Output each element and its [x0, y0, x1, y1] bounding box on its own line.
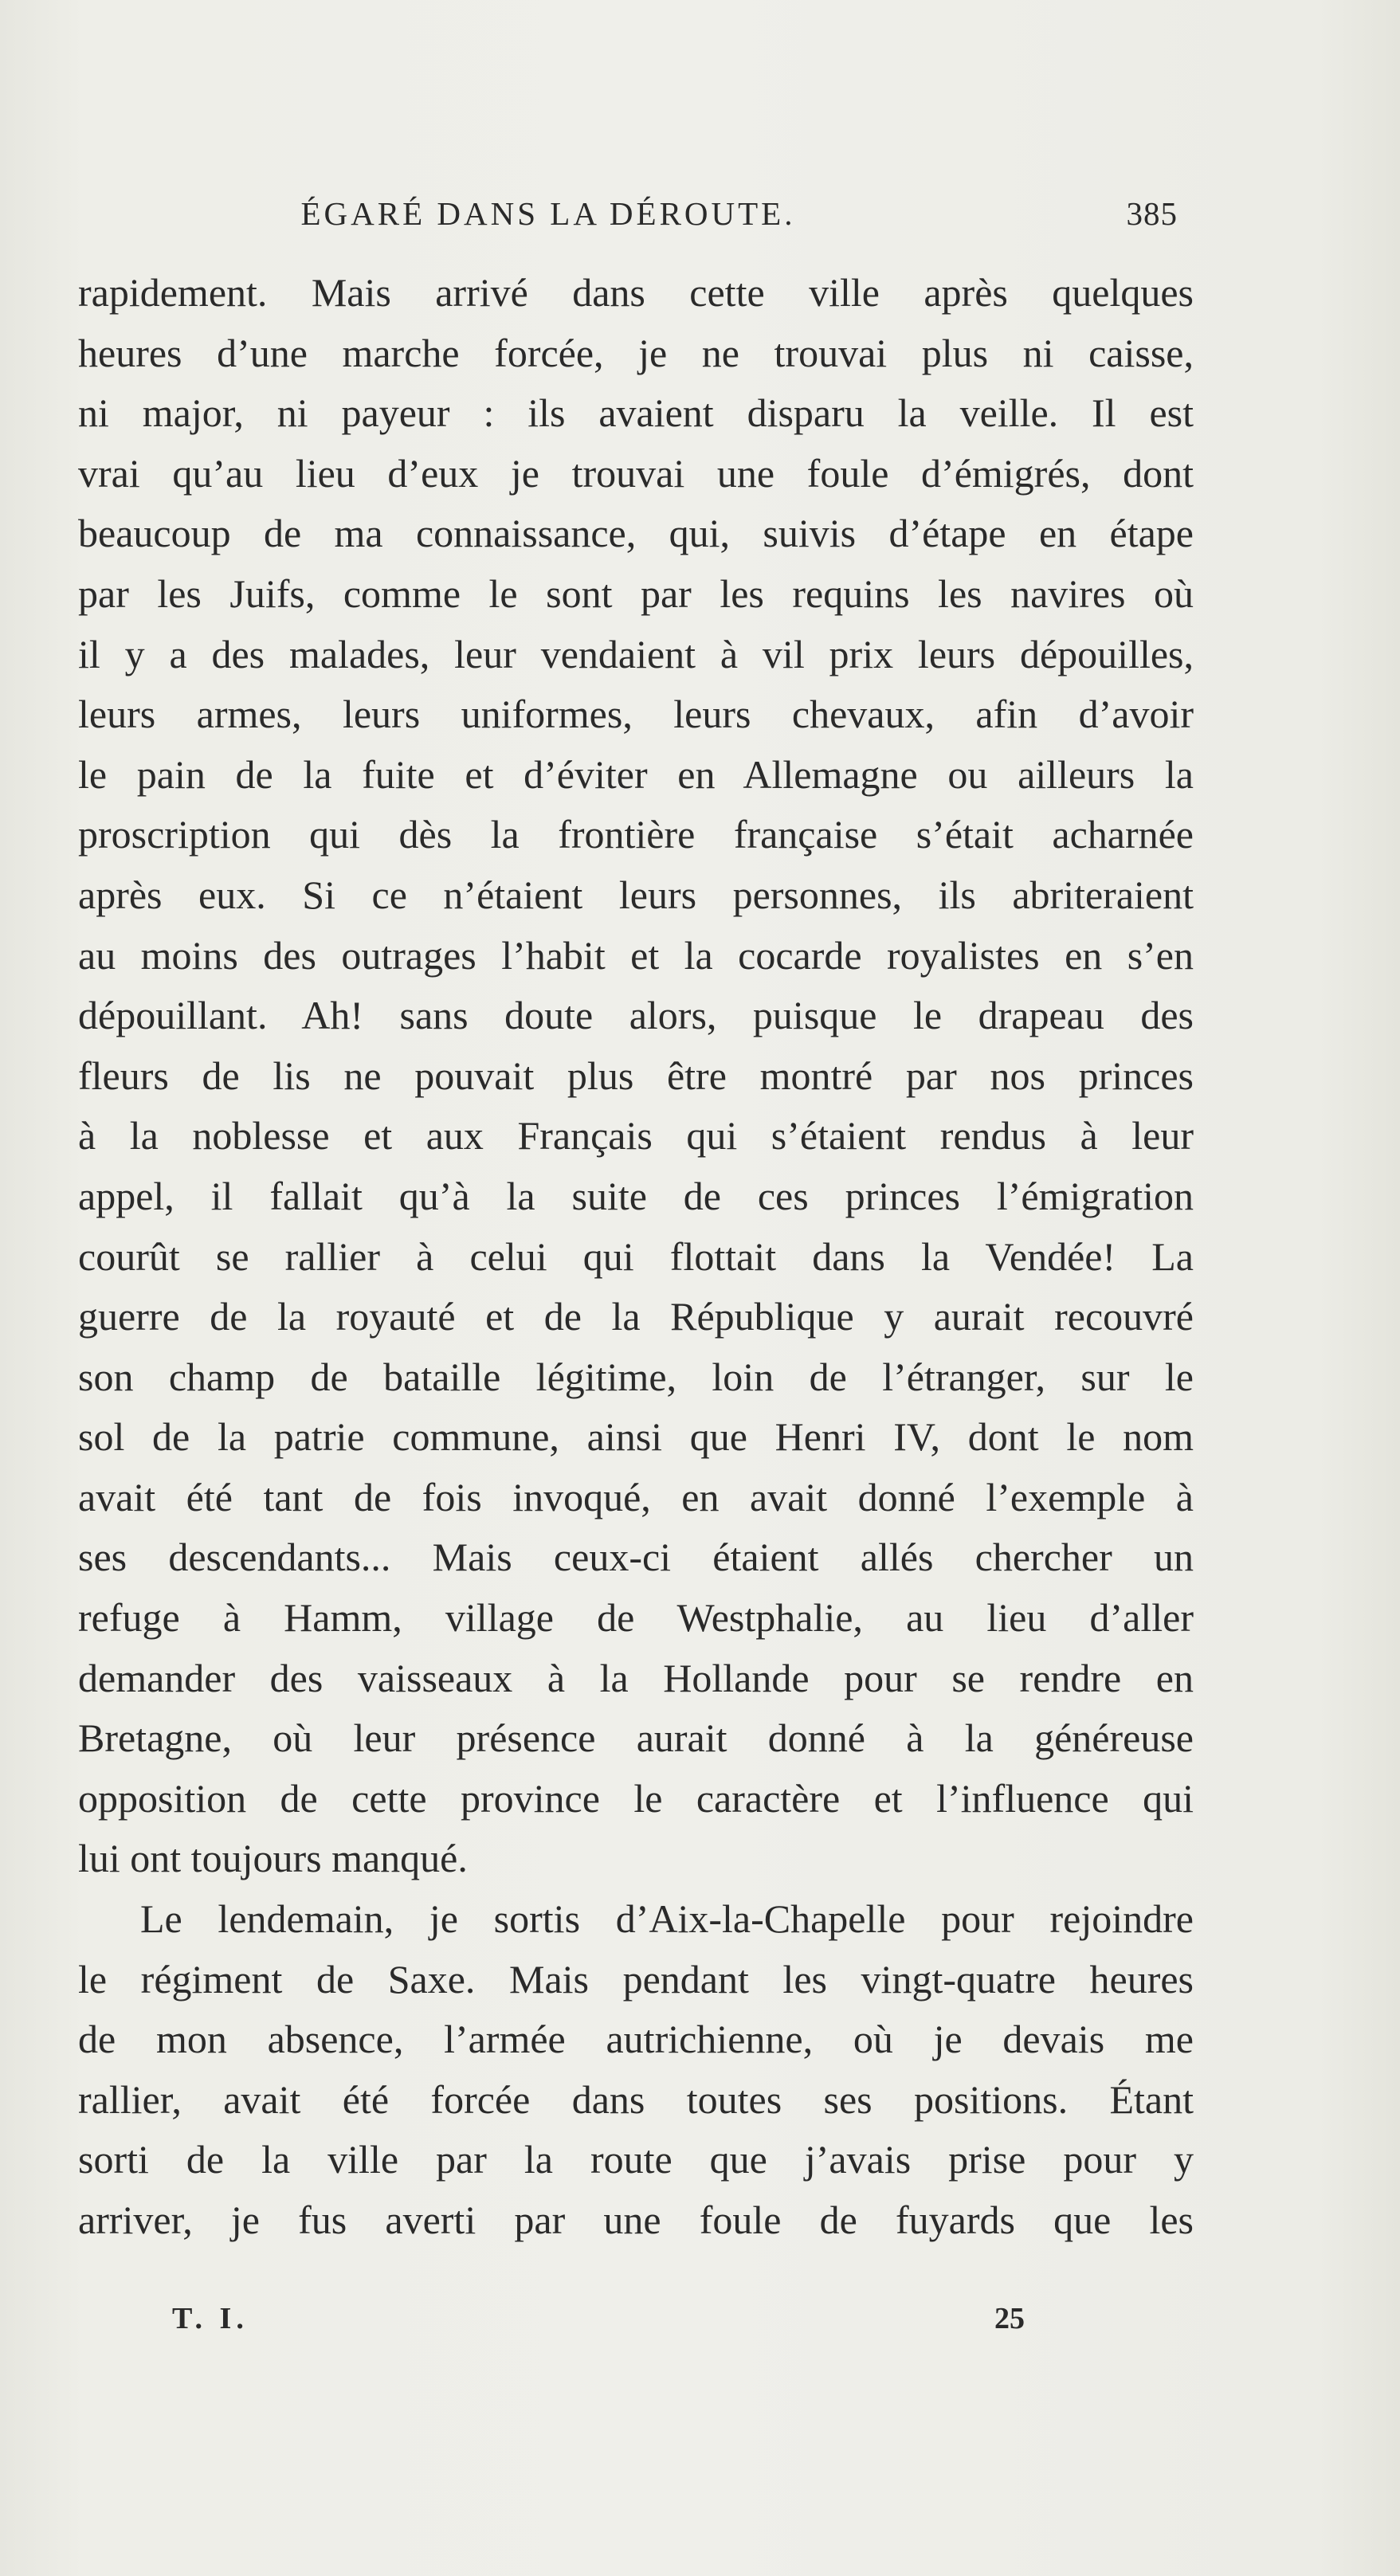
text-line: leurs armes, leurs uniformes, leurs chevaux, afin d’avoir	[78, 692, 1194, 737]
running-head	[78, 194, 1178, 242]
page-number: 385	[1126, 195, 1178, 232]
text-line: guerre de la royauté et de la République y aurait recouvré	[78, 1294, 1194, 1339]
paragraph-start-line: Le lendemain, je sortis d’Aix-la-Chapelle pour rejoindre	[140, 1896, 1194, 1942]
text-line: sorti de la ville par la route que j’avais prise pour y	[78, 2137, 1194, 2182]
sheet-number: 25	[994, 2302, 1025, 2335]
text-line: à la noblesse et aux Français qui s’étaient rendus à leur	[78, 1113, 1194, 1159]
text-line: arriver, je fus averti par une foule de fuyards que les	[78, 2198, 1194, 2242]
text-line: rallier, avait été forcée dans toutes ses positions. Étant	[78, 2076, 1194, 2122]
text-line: courût se rallier à celui qui flottait dans la Vendée! La	[78, 1233, 1194, 1279]
text-line: beaucoup de ma connaissance, qui, suivis d’étape en étape	[78, 511, 1194, 556]
text-line: il y a des malades, leur vendaient à vil prix leurs dépouilles,	[78, 631, 1194, 676]
text-line: Bretagne, où leur présence aurait donné à la généreuse	[78, 1715, 1194, 1761]
text-line: le régiment de Saxe. Mais pendant les vingt-quatre heures	[78, 1956, 1194, 2002]
text-line: appel, il fallait qu’à la suite de ces princes l’émigration	[78, 1173, 1194, 1218]
text-line: sol de la patrie commune, ainsi que Henri IV, dont le nom	[78, 1414, 1194, 1460]
text-line: de mon absence, l’armée autrichienne, où je devais me	[78, 2017, 1194, 2062]
text-line: ses descendants... Mais ceux-ci étaient allés chercher un	[78, 1535, 1194, 1580]
text-line: vrai qu’au lieu d’eux je trouvai une foule d’émigrés, dont	[78, 450, 1194, 496]
text-line: opposition de cette province le caractère et l’influence qui	[78, 1775, 1194, 1821]
text-line: avait été tant de fois invoqué, en avait donné l’exemple à	[78, 1474, 1194, 1519]
text-line: fleurs de lis ne pouvait plus être montré par nos princes	[78, 1053, 1194, 1098]
signature-mark: T. I.	[172, 2302, 249, 2335]
text-line: dépouillant. Ah! sans doute alors, puisque le drapeau des	[78, 993, 1194, 1038]
text-line: au moins des outrages l’habit et la cocarde royalistes en s’en	[78, 932, 1194, 978]
text-line: rapidement. Mais arrivé dans cette ville après quelques	[78, 270, 1194, 315]
text-line: après eux. Si ce n’étaient leurs personnes, ils abriteraient	[78, 872, 1194, 917]
text-line: heures d’une marche forcée, je ne trouvai plus ni caisse,	[78, 330, 1194, 375]
text-line: refuge à Hamm, village de Westphalie, au lieu d’aller	[78, 1595, 1194, 1641]
page-footer	[78, 2301, 1194, 2349]
text-line: le pain de la fuite et d’éviter en Allemagne ou ailleurs la	[78, 751, 1194, 797]
text-line: proscription qui dès la frontière française s’était acharnée	[78, 812, 1194, 857]
paragraph-end-line: lui ont toujours manqué.	[78, 1836, 468, 1881]
running-title: ÉGARÉ DANS LA DÉROUTE.	[300, 195, 796, 232]
text-line: par les Juifs, comme le sont par les requins les navires où	[78, 570, 1194, 616]
text-line: demander des vaisseaux à la Hollande pour se rendre en	[78, 1655, 1194, 1700]
text-line: son champ de bataille légitime, loin de l’étranger, sur le	[78, 1354, 1194, 1399]
body-text	[78, 263, 1194, 2251]
text-line: ni major, ni payeur : ils avaient disparu la veille. Il est	[78, 390, 1194, 436]
